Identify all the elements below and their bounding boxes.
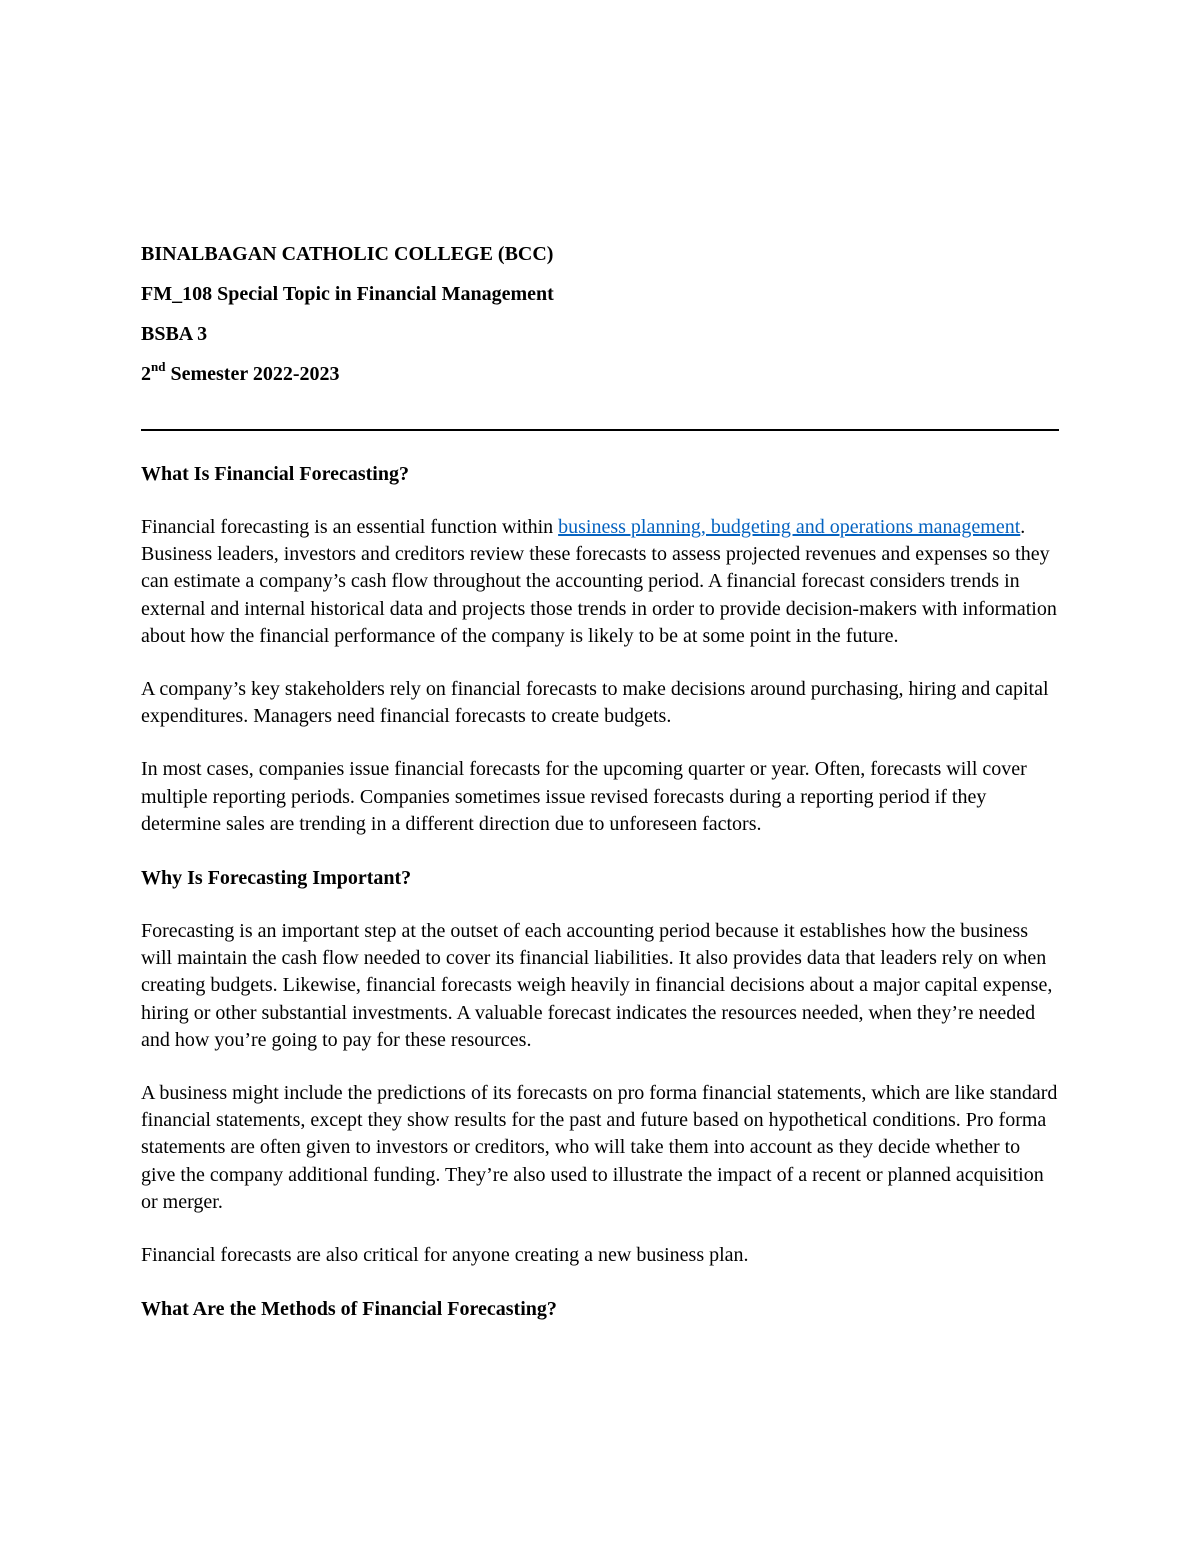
- document-header: [141, 240, 1059, 400]
- semester-ordinal: nd: [151, 359, 166, 375]
- program-name: BSBA 3: [141, 323, 208, 345]
- paragraph-text: Financial forecasting is an essential function within: [141, 516, 559, 538]
- paragraph-text: . Business leaders, investors and creditors review these forecasts to assess projected revenues and expenses so they can estimate a company’s cash flow throughout the accounting period. A financial forecast considers trends in external and internal historical data and projects those trends in order to provide decision-makers with information about how the financial performance of the company is likely to be at some point in the future.: [141, 516, 1057, 647]
- semester-text: Semester 2022-2023: [165, 363, 340, 385]
- section-heading-why-important: Why Is Forecasting Important?: [141, 867, 412, 890]
- course-title: FM_108 Special Topic in Financial Management: [141, 283, 554, 305]
- college-name: BINALBAGAN CATHOLIC COLLEGE (BCC): [141, 243, 554, 265]
- paragraph-stakeholders: A company’s key stakeholders rely on financial forecasts to make decisions around purchasing, hiring and capital expenditures. Managers need financial forecasts to create budgets.: [141, 678, 1049, 728]
- paragraph-pro-forma: A business might include the predictions of its forecasts on pro forma financial statements, which are like standard financial statements, except they show results for the past and future based on hypothetical conditions. Pro forma statements are often given to investors or creditors, who will take them into account as they decide whether to give the company additional funding. They’re also used to illustrate the impact of a recent or planned acquisition or merger.: [141, 1082, 1058, 1213]
- semester-line: [141, 360, 1059, 388]
- paragraph-business-plan: Financial forecasts are also critical for anyone creating a new business plan.: [141, 1244, 749, 1267]
- paragraph-periods: In most cases, companies issue financial forecasts for the upcoming quarter or year. Often, forecasts will cover multiple reporting periods. Companies sometimes issue revised forecasts during a reporting period if they determine sales are trending in a different direction due to unforeseen factors.: [141, 758, 1027, 835]
- section-heading-methods: What Are the Methods of Financial Forecasting?: [141, 1298, 557, 1321]
- paragraph-importance: Forecasting is an important step at the outset of each accounting period because it establishes how the business will maintain the cash flow needed to cover its financial liabilities. It also provides data that leaders rely on when creating budgets. Likewise, financial forecasts weigh heavily in financial decisions about a major capital expense, hiring or other substantial investments. A valuable forecast indicates the resources needed, when they’re needed and how you’re going to pay for these resources.: [141, 920, 1053, 1051]
- business-planning-link[interactable]: business planning, budgeting and operations management: [558, 516, 1021, 538]
- section-heading-what-is: What Is Financial Forecasting?: [141, 463, 409, 485]
- semester-number: 2: [141, 363, 151, 385]
- paragraph-definition: [141, 514, 1059, 650]
- document-body: [141, 460, 1059, 1349]
- header-divider: [141, 429, 1059, 431]
